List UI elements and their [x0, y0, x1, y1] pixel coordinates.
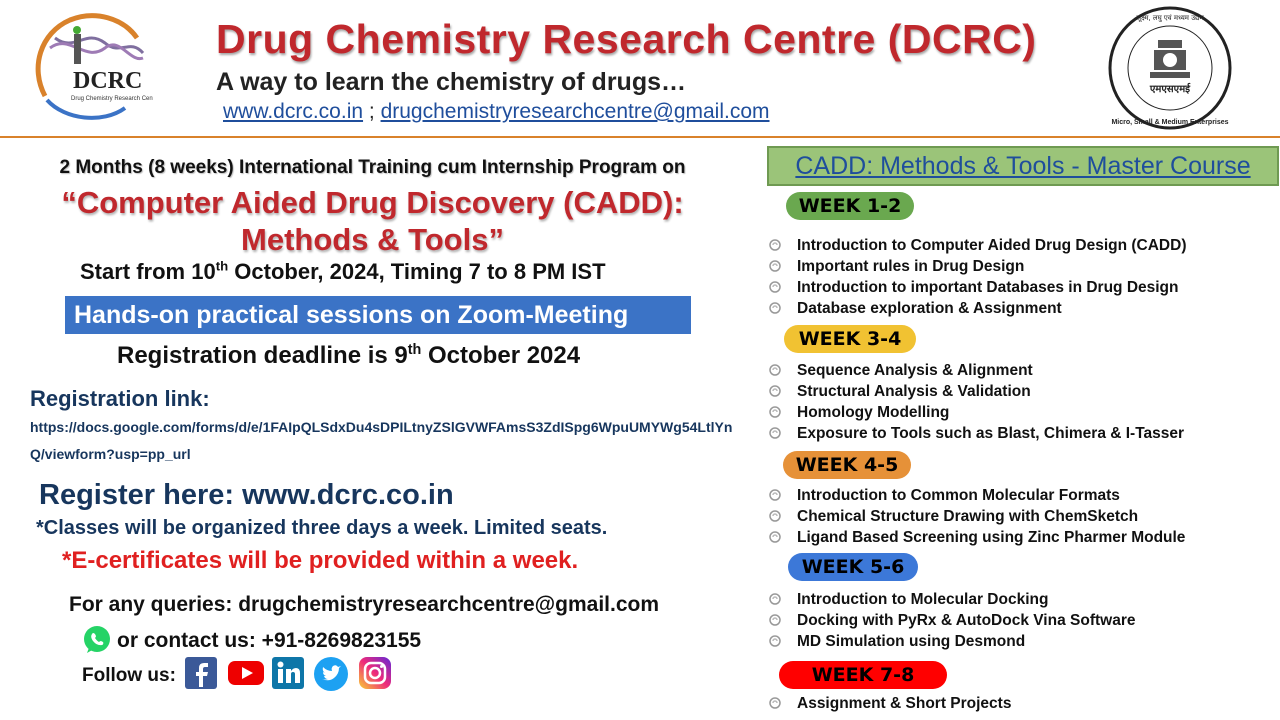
registration-deadline [117, 342, 580, 370]
registration-label: Registration link: [30, 386, 210, 411]
topic-item [768, 508, 1138, 526]
email-link[interactable]: drugchemistryresearchcentre@gmail.com [380, 100, 770, 123]
queries-line: For any queries: drugchemistryresearchcentre@gmail.com [69, 593, 660, 616]
topic-item [768, 695, 1011, 713]
register-here[interactable]: Register here: www.dcrc.co.in [39, 479, 454, 511]
bullet-icon [768, 238, 782, 252]
topic-item [768, 383, 1031, 401]
header-links [223, 100, 770, 124]
bullet-icon [768, 696, 782, 710]
topic-label: Docking with PyRx & AutoDock Vina Software [797, 612, 1136, 629]
topic-label: MD Simulation using Desmond [797, 633, 1026, 650]
course-box-title[interactable]: CADD: Methods & Tools - Master Course [795, 152, 1251, 180]
topic-item [768, 529, 1185, 547]
logo-text: DCRC [73, 68, 143, 94]
linkedin-icon[interactable] [272, 657, 304, 689]
topic-item [768, 633, 1025, 651]
bullet-icon [768, 405, 782, 419]
ecertificate-note: *E-certificates will be provided within a week. [62, 547, 579, 574]
youtube-icon[interactable] [228, 657, 260, 689]
facebook-icon[interactable] [185, 657, 217, 689]
topic-label: Ligand Based Screening using Zinc Pharmer Module [797, 529, 1186, 546]
header-divider [0, 136, 1280, 138]
start-prefix: Start from 10 [80, 259, 216, 284]
topic-label: Homology Modelling [797, 404, 950, 421]
topic-label: Structural Analysis & Validation [797, 383, 1031, 400]
week-badge: WEEK 4-5 [783, 451, 911, 479]
topic-item [768, 425, 1184, 443]
topic-item [768, 237, 1186, 255]
week-badge: WEEK 3-4 [784, 325, 916, 353]
topic-item [768, 279, 1179, 297]
course-title-line2: Methods & Tools” [241, 222, 504, 257]
topic-item [768, 258, 1024, 276]
bullet-icon [768, 426, 782, 440]
topic-item [768, 404, 949, 422]
topic-label: Important rules in Drug Design [797, 258, 1025, 275]
logo-subtext: Drug Chemistry Research Centre [71, 96, 153, 102]
page-title: Drug Chemistry Research Centre (DCRC) [216, 16, 1037, 62]
topic-label: Database exploration & Assignment [797, 300, 1062, 317]
start-sup: th [215, 258, 229, 274]
tagline: A way to learn the chemistry of drugs… [216, 68, 687, 96]
msme-seal [1106, 4, 1234, 132]
start-suffix: October, 2024, Timing 7 to 8 PM IST [228, 259, 606, 284]
topic-item [768, 300, 1062, 318]
week-badge: WEEK 1-2 [786, 192, 914, 220]
week-badge: WEEK 7-8 [779, 661, 947, 689]
bullet-icon [768, 259, 782, 273]
classes-note: *Classes will be organized three days a week. Limited seats. [36, 517, 608, 539]
instagram-icon[interactable] [359, 657, 391, 689]
topic-item [768, 612, 1135, 630]
week-badge: WEEK 5-6 [788, 553, 918, 581]
topic-label: Introduction to Molecular Docking [797, 591, 1049, 608]
topic-label: Sequence Analysis & Alignment [797, 362, 1033, 379]
whatsapp-icon [82, 625, 112, 655]
msme-seal-top: सूक्ष्म, लघु एवं मध्यम उद्यम [1136, 14, 1204, 22]
bullet-icon [768, 509, 782, 523]
topic-label: Introduction to Computer Aided Drug Design (CADD) [797, 237, 1187, 254]
bullet-icon [768, 592, 782, 606]
bullet-icon [768, 634, 782, 648]
topic-item [768, 362, 1033, 380]
hands-on-banner: Hands-on practical sessions on Zoom-Meeting [65, 296, 691, 334]
topic-label: Introduction to Common Molecular Formats [797, 487, 1120, 504]
bullet-icon [768, 488, 782, 502]
msme-seal-mid: एमएसएमई [1149, 84, 1191, 95]
course-title-line1: “Computer Aided Drug Discovery (CADD): [61, 185, 684, 220]
bullet-icon [768, 301, 782, 315]
course-box [767, 146, 1279, 186]
bullet-icon [768, 530, 782, 544]
program-line: 2 Months (8 weeks) International Training cum Internship Program on [59, 157, 686, 178]
topic-item [768, 591, 1048, 609]
registration-url-link[interactable]: https://docs.google.com/forms/d/e/1FAIpQLSdxDu4sDPILtnyZSlGVWFAmsS3ZdISpg6WpuUMYWg54LtlYnQ/viewform?usp=pp_url [30, 419, 733, 462]
msme-seal-bottom: Micro, Small & Medium Enterprises [1111, 119, 1229, 126]
topic-label: Chemical Structure Drawing with ChemSketch [797, 508, 1139, 525]
course-title [0, 184, 745, 258]
start-date [80, 259, 606, 285]
bullet-icon [768, 363, 782, 377]
deadline-prefix: Registration deadline is 9 [117, 342, 408, 369]
deadline-sup: th [407, 342, 422, 358]
bullet-icon [768, 384, 782, 398]
website-link[interactable]: www.dcrc.co.in [223, 100, 364, 123]
follow-label: Follow us: [82, 665, 176, 686]
contact-line: or contact us: +91-8269823155 [117, 629, 422, 652]
twitter-icon[interactable] [314, 657, 346, 689]
dcrc-logo [25, 8, 153, 128]
topic-label: Introduction to important Databases in Drug Design [797, 279, 1179, 296]
topic-label: Exposure to Tools such as Blast, Chimera & I-Tasser [797, 425, 1185, 442]
bullet-icon [768, 280, 782, 294]
topic-label: Assignment & Short Projects [797, 695, 1012, 712]
topic-item [768, 487, 1120, 505]
bullet-icon [768, 613, 782, 627]
deadline-suffix: October 2024 [421, 342, 581, 369]
link-separator: ; [363, 100, 381, 123]
